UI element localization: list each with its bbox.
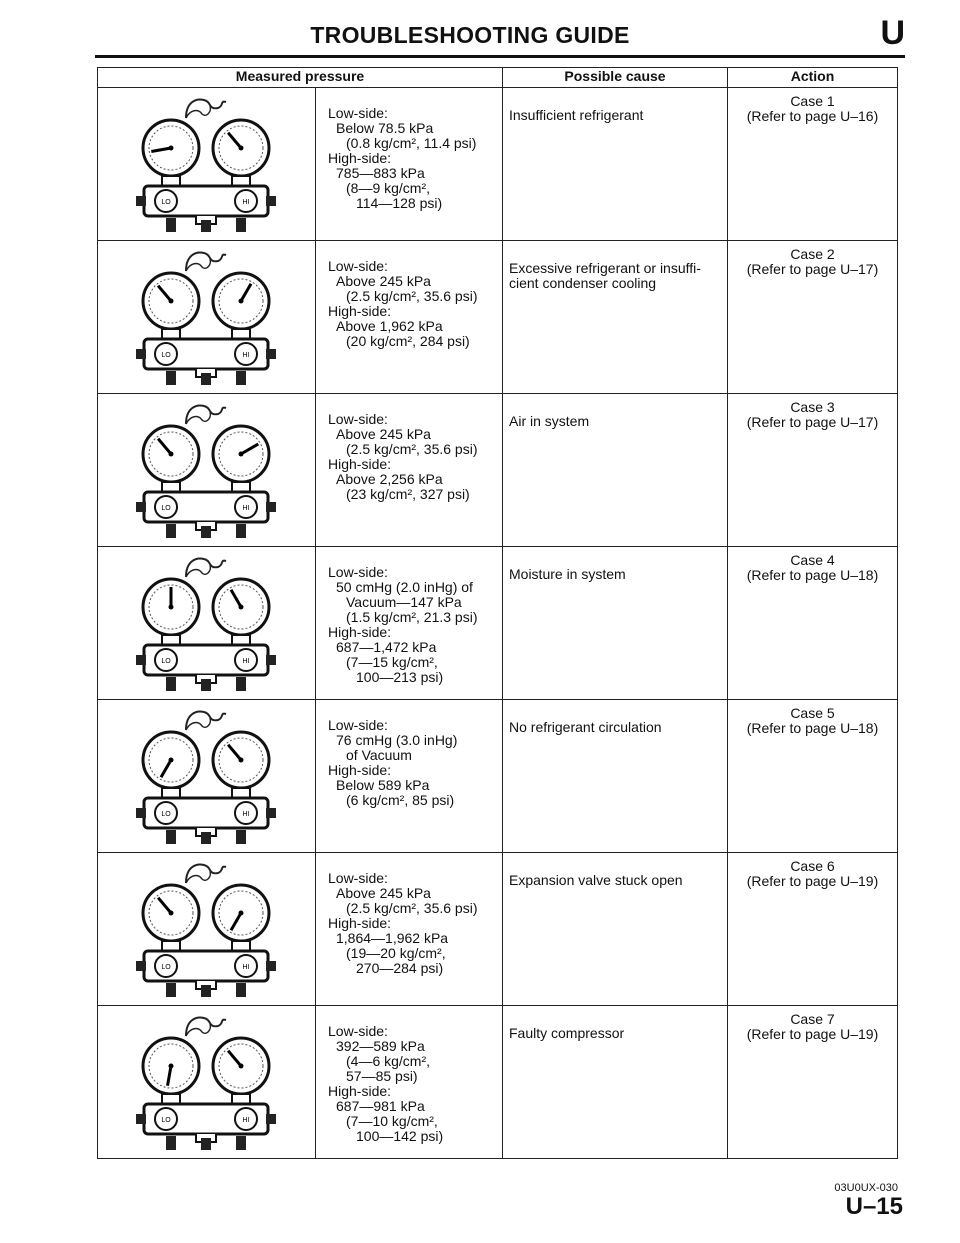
- low-side-value: Above 245 kPa: [336, 273, 431, 289]
- table-row: [98, 88, 898, 241]
- svg-text:LO: LO: [161, 658, 171, 665]
- action-cell: [728, 1006, 898, 1159]
- measured-pressure-cell: [316, 88, 503, 241]
- manifold-gauge-icon: [136, 555, 276, 693]
- high-side-value-extra: 114—128 psi): [356, 195, 443, 211]
- measured-pressure-cell: [316, 394, 503, 547]
- possible-cause-cell: [503, 88, 728, 241]
- low-side-value: Above 245 kPa: [336, 885, 431, 901]
- page-number: U–15: [845, 1193, 903, 1220]
- action-case: Case 7: [790, 1011, 835, 1027]
- svg-text:HI: HI: [242, 199, 250, 206]
- table-row: [98, 547, 898, 700]
- high-side-label: High-side:: [328, 1083, 392, 1099]
- possible-cause-text: Air in system: [509, 413, 590, 429]
- svg-text:HI: HI: [242, 964, 250, 971]
- high-side-value-extra: 100—213 psi): [356, 669, 444, 685]
- possible-cause-cell: [503, 1006, 728, 1159]
- possible-cause-text: Excessive refrigerant or insuffi-: [509, 260, 701, 276]
- svg-text:HI: HI: [242, 505, 250, 512]
- manifold-gauge-icon: [136, 96, 276, 234]
- action-case: Case 1: [790, 93, 835, 109]
- high-side-value-detail: (20 kg/cm², 284 psi): [346, 333, 470, 349]
- high-side-label: High-side:: [328, 624, 392, 640]
- action-page-ref: (Refer to page U–19): [746, 1026, 879, 1042]
- low-side-label: Low-side:: [328, 564, 388, 580]
- gauge-illustration-cell: [98, 853, 316, 1006]
- high-side-value-detail: (7—10 kg/cm²,: [346, 1113, 438, 1129]
- gauge-illustration-cell: [98, 394, 316, 547]
- possible-cause-text: No refrigerant circulation: [509, 719, 662, 735]
- measured-pressure-cell: [316, 1006, 503, 1159]
- low-side-value-extra: 57—85 psi): [346, 1068, 418, 1084]
- action-case: Case 4: [790, 552, 835, 568]
- page-title: TROUBLESHOOTING GUIDE: [310, 22, 630, 48]
- action-page-ref: (Refer to page U–16): [746, 108, 879, 124]
- action-case: Case 5: [790, 705, 835, 721]
- low-side-value-detail: (2.5 kg/cm², 35.6 psi): [346, 441, 478, 457]
- svg-text:LO: LO: [161, 352, 171, 359]
- action-case: Case 2: [790, 246, 835, 262]
- table-header-row: [98, 68, 898, 88]
- high-side-label: High-side:: [328, 915, 392, 931]
- table-row: [98, 394, 898, 547]
- low-side-label: Low-side:: [328, 870, 388, 886]
- action-cell: [728, 547, 898, 700]
- low-side-value-detail: (2.5 kg/cm², 35.6 psi): [346, 288, 478, 304]
- table-row: [98, 853, 898, 1006]
- measured-pressure-cell: [316, 700, 503, 853]
- header-action: Action: [728, 68, 898, 88]
- manifold-gauge-icon: [136, 402, 276, 540]
- high-side-label: High-side:: [328, 150, 392, 166]
- low-side-label: Low-side:: [328, 105, 388, 121]
- section-letter: U: [880, 14, 905, 52]
- action-cell: [728, 88, 898, 241]
- table-row: [98, 1006, 898, 1159]
- possible-cause-cell: [503, 547, 728, 700]
- high-side-value: Above 1,962 kPa: [336, 318, 443, 334]
- possible-cause-cell: [503, 700, 728, 853]
- action-page-ref: (Refer to page U–18): [746, 567, 879, 583]
- manifold-gauge-icon: [136, 1014, 276, 1152]
- possible-cause-cell: [503, 241, 728, 394]
- low-side-value-detail: (2.5 kg/cm², 35.6 psi): [346, 900, 478, 916]
- low-side-value: Above 245 kPa: [336, 426, 431, 442]
- possible-cause-text: Insufficient refrigerant: [509, 107, 644, 123]
- high-side-value-extra: 270—284 psi): [356, 960, 444, 976]
- high-side-value: Above 2,256 kPa: [336, 471, 443, 487]
- low-side-value: 76 cmHg (3.0 inHg): [336, 732, 458, 748]
- action-cell: [728, 853, 898, 1006]
- document-code: 03U0UX-030: [834, 1182, 898, 1194]
- possible-cause-text-cont: cient condenser cooling: [509, 275, 657, 291]
- low-side-value: Below 78.5 kPa: [336, 120, 434, 136]
- manifold-gauge-icon: [136, 708, 276, 846]
- high-side-value: 687—981 kPa: [336, 1098, 425, 1114]
- low-side-value: 392—589 kPa: [336, 1038, 425, 1054]
- low-side-value-detail: of Vacuum: [346, 747, 412, 763]
- svg-text:HI: HI: [242, 811, 250, 818]
- manifold-gauge-icon: [136, 861, 276, 999]
- high-side-label: High-side:: [328, 456, 392, 472]
- gauge-illustration-cell: [98, 547, 316, 700]
- table-row: [98, 241, 898, 394]
- low-side-value-detail: (0.8 kg/cm², 11.4 psi): [346, 135, 477, 151]
- svg-text:LO: LO: [161, 505, 171, 512]
- table-row: [98, 700, 898, 853]
- svg-text:LO: LO: [161, 811, 171, 818]
- low-side-label: Low-side:: [328, 411, 388, 427]
- low-side-value: 50 cmHg (2.0 inHg) of: [336, 579, 473, 595]
- svg-text:LO: LO: [161, 1117, 171, 1124]
- svg-text:HI: HI: [242, 1117, 250, 1124]
- action-page-ref: (Refer to page U–18): [746, 720, 879, 736]
- high-side-value: 687—1,472 kPa: [336, 639, 437, 655]
- possible-cause-text: Expansion valve stuck open: [509, 872, 683, 888]
- high-side-label: High-side:: [328, 762, 392, 778]
- high-side-value-detail: (23 kg/cm², 327 psi): [346, 486, 470, 502]
- high-side-value-detail: (8—9 kg/cm²,: [346, 180, 431, 196]
- page-header: [95, 14, 905, 52]
- header-rule: [95, 55, 905, 58]
- action-cell: [728, 700, 898, 853]
- low-side-label: Low-side:: [328, 1023, 388, 1039]
- high-side-value: 1,864—1,962 kPa: [336, 930, 449, 946]
- action-page-ref: (Refer to page U–17): [746, 414, 879, 430]
- high-side-value-extra: 100—142 psi): [356, 1128, 444, 1144]
- svg-text:LO: LO: [161, 199, 171, 206]
- low-side-value-extra: (1.5 kg/cm², 21.3 psi): [346, 609, 478, 625]
- measured-pressure-cell: [316, 241, 503, 394]
- header-possible-cause: Possible cause: [503, 68, 728, 88]
- high-side-value-detail: (19—20 kg/cm²,: [346, 945, 446, 961]
- low-side-value-detail: Vacuum—147 kPa: [346, 594, 462, 610]
- action-page-ref: (Refer to page U–17): [746, 261, 879, 277]
- svg-text:HI: HI: [242, 658, 250, 665]
- low-side-label: Low-side:: [328, 258, 388, 274]
- gauge-illustration-cell: [98, 700, 316, 853]
- measured-pressure-cell: [316, 853, 503, 1006]
- gauge-illustration-cell: [98, 88, 316, 241]
- possible-cause-text: Faulty compressor: [509, 1025, 625, 1041]
- action-cell: [728, 241, 898, 394]
- high-side-label: High-side:: [328, 303, 392, 319]
- action-cell: [728, 394, 898, 547]
- manifold-gauge-icon: [136, 249, 276, 387]
- high-side-value-detail: (7—15 kg/cm²,: [346, 654, 438, 670]
- low-side-label: Low-side:: [328, 717, 388, 733]
- svg-text:LO: LO: [161, 964, 171, 971]
- action-page-ref: (Refer to page U–19): [746, 873, 879, 889]
- action-case: Case 3: [790, 399, 835, 415]
- measured-pressure-cell: [316, 547, 503, 700]
- possible-cause-cell: [503, 394, 728, 547]
- high-side-value: Below 589 kPa: [336, 777, 430, 793]
- troubleshooting-table: [97, 67, 898, 1159]
- high-side-value-detail: (6 kg/cm², 85 psi): [346, 792, 455, 808]
- gauge-illustration-cell: [98, 1006, 316, 1159]
- action-case: Case 6: [790, 858, 835, 874]
- svg-text:HI: HI: [242, 352, 250, 359]
- gauge-illustration-cell: [98, 241, 316, 394]
- low-side-value-detail: (4—6 kg/cm²,: [346, 1053, 431, 1069]
- possible-cause-cell: [503, 853, 728, 1006]
- possible-cause-text: Moisture in system: [509, 566, 626, 582]
- header-measured-pressure: Measured pressure: [98, 68, 503, 88]
- high-side-value: 785—883 kPa: [336, 165, 425, 181]
